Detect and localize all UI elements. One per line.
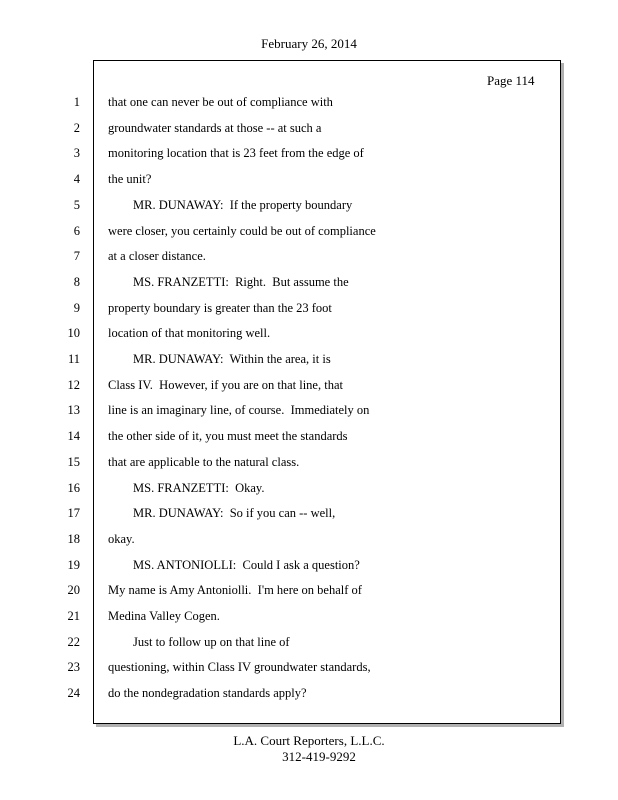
line-text: MS. FRANZETTI: Right. But assume the <box>108 275 349 289</box>
line-number: 8 <box>73 275 80 289</box>
line-text: MS. FRANZETTI: Okay. <box>108 481 265 495</box>
line-text: My name is Amy Antoniolli. I'm here on behalf of <box>108 583 362 597</box>
line-number: 17 <box>67 506 80 520</box>
line-text: Class IV. However, if you are on that line, that <box>108 378 343 392</box>
line-text: the unit? <box>108 172 152 186</box>
line-number: 22 <box>67 635 80 649</box>
line-text: that one can never be out of compliance with <box>108 95 333 109</box>
footer-phone: 312-419-9292 <box>282 749 356 764</box>
line-number: 7 <box>73 249 80 263</box>
line-text: line is an imaginary line, of course. Immediately on <box>108 403 370 417</box>
header-date: February 26, 2014 <box>261 36 357 51</box>
line-text: Medina Valley Cogen. <box>108 609 220 623</box>
line-number: 4 <box>73 172 80 186</box>
line-number: 21 <box>67 609 80 623</box>
line-text: questioning, within Class IV groundwater standards, <box>108 660 371 674</box>
line-text: monitoring location that is 23 feet from the edge of <box>108 146 364 160</box>
line-text: MS. ANTONIOLLI: Could I ask a question? <box>108 558 360 572</box>
line-number: 5 <box>73 198 80 212</box>
line-text: the other side of it, you must meet the standards <box>108 429 348 443</box>
line-number: 24 <box>67 686 80 700</box>
line-number: 9 <box>73 301 80 315</box>
line-text: MR. DUNAWAY: Within the area, it is <box>108 352 331 366</box>
line-number: 16 <box>67 481 80 495</box>
line-number: 18 <box>67 532 80 546</box>
line-number: 19 <box>67 558 80 572</box>
line-text: were closer, you certainly could be out of compliance <box>108 224 376 238</box>
footer-company: L.A. Court Reporters, L.L.C. <box>233 733 385 748</box>
line-number: 2 <box>73 121 80 135</box>
line-text: groundwater standards at those -- at such a <box>108 121 322 135</box>
line-text: Just to follow up on that line of <box>108 635 290 649</box>
line-text: location of that monitoring well. <box>108 326 271 340</box>
line-number: 10 <box>67 326 80 340</box>
line-number: 20 <box>67 583 80 597</box>
line-text: do the nondegradation standards apply? <box>108 686 307 700</box>
line-number: 3 <box>73 146 80 160</box>
line-text: at a closer distance. <box>108 249 206 263</box>
line-number: 14 <box>67 429 80 443</box>
line-number: 12 <box>67 378 80 392</box>
line-number: 23 <box>67 660 80 674</box>
page-number: Page 114 <box>487 73 535 88</box>
line-number: 1 <box>73 95 80 109</box>
line-number: 15 <box>67 455 80 469</box>
line-text: MR. DUNAWAY: So if you can -- well, <box>108 506 336 520</box>
line-text: okay. <box>108 532 135 546</box>
line-text: property boundary is greater than the 23 foot <box>108 301 332 315</box>
line-text: that are applicable to the natural class. <box>108 455 300 469</box>
line-number: 11 <box>67 352 80 366</box>
line-text: MR. DUNAWAY: If the property boundary <box>108 198 353 212</box>
line-number: 6 <box>73 224 80 238</box>
line-number: 13 <box>67 403 80 417</box>
